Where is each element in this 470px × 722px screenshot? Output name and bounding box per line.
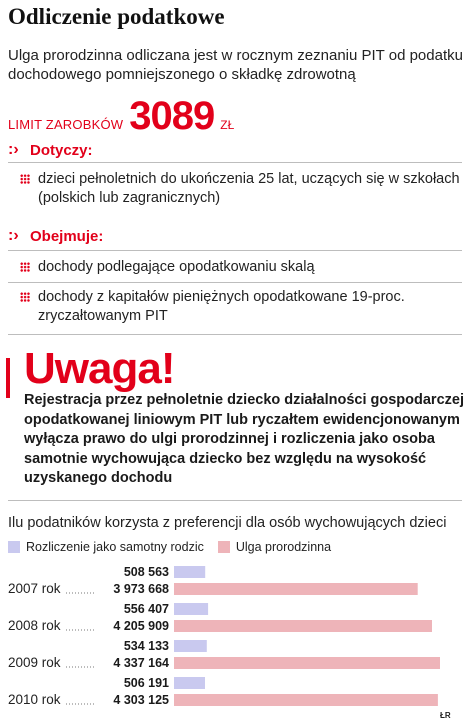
section-heading-text: Dotyczy: bbox=[30, 141, 93, 159]
dot-grid-icon bbox=[20, 174, 30, 184]
dot-grid-icon bbox=[20, 292, 30, 302]
legend-item-family-relief bbox=[218, 540, 331, 554]
bar-family-relief bbox=[174, 694, 438, 706]
category-label: 2007 rok bbox=[8, 581, 61, 596]
data-label: 3 973 668 bbox=[113, 582, 169, 596]
limit-label: LIMIT ZAROBKÓW bbox=[8, 117, 124, 132]
section-divider bbox=[8, 334, 462, 335]
legend-label: Rozliczenie jako samotny rodzic bbox=[26, 540, 204, 554]
page-subtitle: Ulga prorodzinna odliczana jest w rocznym zeznaniu PIT od podatku dochodowego pomniejszonego o składkę zdrowotną bbox=[8, 47, 463, 83]
legend-label: Ulga prorodzinna bbox=[235, 540, 332, 554]
list-item-text: dzieci pełnoletnich do ukończenia 25 lat, uczących się w szkołach (polskich lub zagranicznych) bbox=[38, 171, 460, 206]
bar-single-parent bbox=[174, 677, 205, 689]
warning-text: Rejestracja przez pełnoletnie dziecko działalności gospodarczej opodatkowanej liniowym PIT lub ryczałtem ewidencjonowanym wyłącza prawo do ulgi prorodzinnej i rozliczenia jako osoba samotnie wychowująca dziecko bez względu na wysokość uzyskanego dochodu bbox=[24, 392, 464, 486]
section-heading-applies bbox=[8, 139, 93, 161]
category-label: 2010 rok bbox=[8, 692, 61, 707]
chevron-marker-icon: :› bbox=[8, 141, 19, 158]
bar-single-parent bbox=[174, 566, 205, 578]
list-item-text: dochody z kapitałów pieniężnych opodatkowane 19-proc. zryczałtowanym PIT bbox=[38, 289, 405, 324]
section-heading-covers bbox=[8, 225, 103, 247]
legend-swatch bbox=[8, 541, 20, 553]
section-divider bbox=[8, 282, 462, 283]
section-divider bbox=[8, 162, 462, 163]
section-divider bbox=[8, 500, 462, 501]
data-label: 508 563 bbox=[123, 565, 169, 579]
data-label: 556 407 bbox=[123, 602, 169, 616]
list-item bbox=[20, 258, 460, 277]
bar-family-relief bbox=[174, 583, 418, 595]
list-item-text: dochody podlegające opodatkowaniu skalą bbox=[38, 259, 315, 275]
bar-family-relief bbox=[174, 620, 432, 632]
category-label: 2008 rok bbox=[8, 618, 61, 633]
bar-single-parent bbox=[174, 640, 207, 652]
category-label: 2009 rok bbox=[8, 655, 61, 670]
bar-chart bbox=[0, 560, 470, 722]
warning-marker-icon bbox=[6, 358, 18, 398]
data-label: 534 133 bbox=[123, 639, 169, 653]
limit-unit: ZŁ bbox=[220, 118, 235, 132]
data-label: 4 303 125 bbox=[113, 693, 169, 707]
bar-single-parent bbox=[174, 603, 208, 615]
data-label: 4 337 164 bbox=[113, 656, 169, 670]
list-item bbox=[20, 170, 460, 208]
limit-amount: 3089 bbox=[129, 94, 215, 138]
dot-grid-icon bbox=[20, 262, 30, 272]
legend-item-single-parent bbox=[8, 540, 204, 554]
legend-swatch bbox=[218, 541, 230, 553]
section-divider bbox=[8, 250, 462, 251]
chart-title: Ilu podatników korzysta z preferencji dla osób wychowujących dzieci bbox=[8, 515, 447, 531]
data-label: 4 205 909 bbox=[113, 619, 169, 633]
list-item bbox=[20, 288, 460, 326]
chart-legend bbox=[8, 540, 345, 554]
data-label: 506 191 bbox=[123, 676, 169, 690]
warning-title: Uwaga! bbox=[24, 344, 175, 393]
bar-family-relief bbox=[174, 657, 440, 669]
chevron-marker-icon: :› bbox=[8, 227, 19, 244]
page-title: Odliczenie podatkowe bbox=[8, 4, 225, 29]
income-limit bbox=[8, 94, 235, 138]
section-heading-text: Obejmuje: bbox=[30, 227, 104, 245]
credit-label: ŁR bbox=[440, 711, 451, 720]
